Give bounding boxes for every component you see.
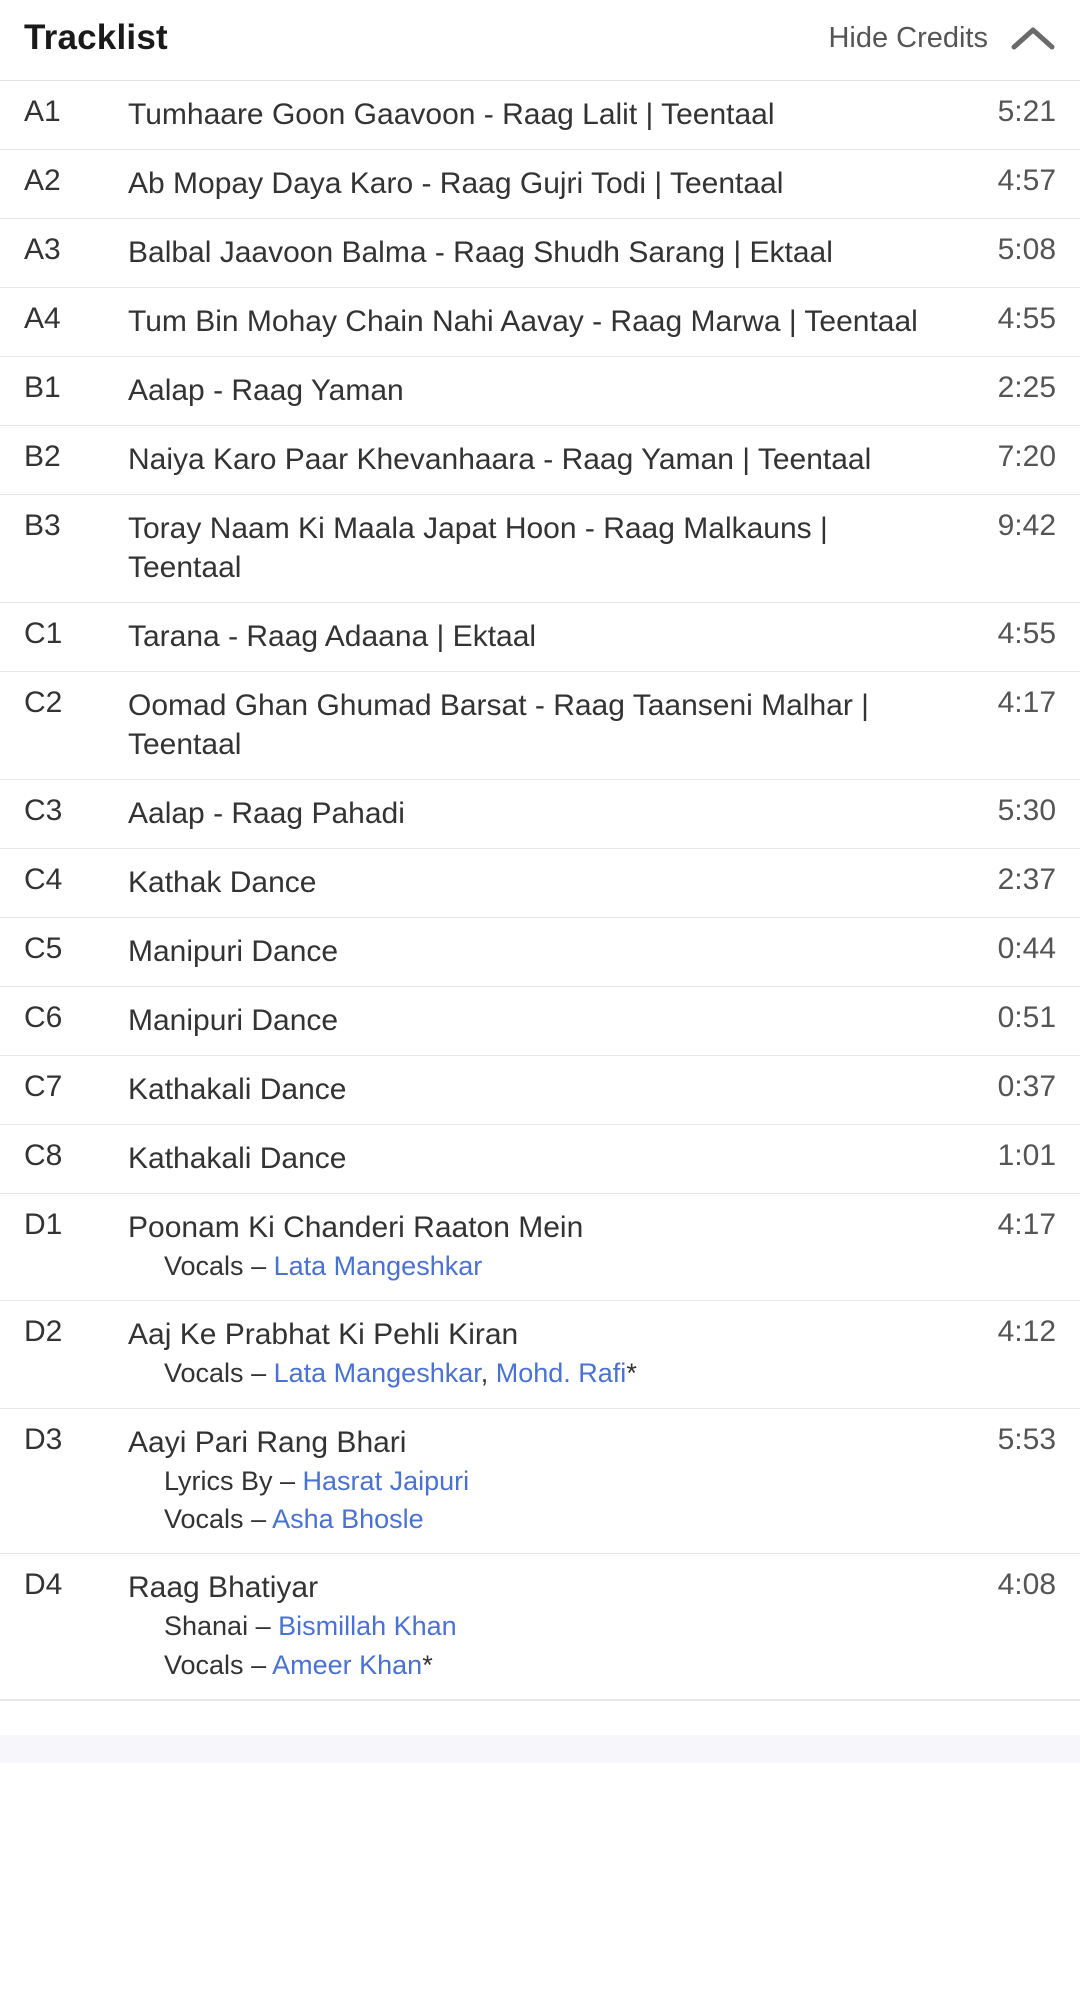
credit-role: Shanai — [164, 1611, 249, 1642]
track-position: D2 — [24, 1315, 63, 1349]
credit-line: Shanai – Bismillah Khan — [164, 1611, 457, 1642]
track-duration: 0:51 — [997, 1001, 1056, 1034]
table-row[interactable] — [0, 918, 1080, 987]
track-title-cell — [128, 81, 950, 150]
track-position: C1 — [24, 617, 63, 650]
track-duration: 4:17 — [997, 1208, 1056, 1241]
page-title: Tracklist — [24, 18, 168, 57]
table-row[interactable] — [0, 1301, 1080, 1408]
tracklist-table — [0, 81, 1080, 1700]
track-title-cell — [128, 1301, 950, 1408]
credit-artist-link[interactable]: Bismillah Khan — [278, 1611, 457, 1642]
table-row[interactable] — [0, 81, 1080, 150]
credit-artist-link[interactable]: Lata Mangeshkar — [273, 1251, 483, 1281]
track-position: D1 — [24, 1208, 63, 1241]
track-title-cell — [128, 426, 950, 495]
track-duration: 5:53 — [997, 1422, 1056, 1456]
chevron-up-icon[interactable] — [1010, 21, 1056, 55]
table-row[interactable] — [0, 849, 1080, 918]
track-position: C2 — [24, 686, 63, 719]
table-row[interactable] — [0, 1056, 1080, 1125]
track-position: C4 — [24, 863, 63, 896]
track-position: B1 — [24, 371, 61, 404]
header-actions — [828, 21, 1056, 55]
table-row[interactable] — [0, 780, 1080, 849]
credit-line: Vocals – Lata Mangeshkar — [164, 1251, 483, 1281]
credit-artist-link[interactable]: Lata Mangeshkar — [273, 1358, 481, 1389]
table-row[interactable] — [0, 672, 1080, 780]
track-duration: 9:42 — [997, 509, 1056, 542]
track-title[interactable]: Ab Mopay Daya Karo - Raag Gujri Todi | Teentaal — [128, 167, 784, 200]
track-duration: 2:25 — [997, 371, 1056, 404]
track-title-cell — [128, 495, 950, 603]
track-title-cell — [128, 1056, 950, 1125]
track-position: B3 — [24, 509, 61, 542]
tracklist-body — [0, 81, 1080, 1699]
track-title[interactable]: Aalap - Raag Pahadi — [128, 797, 405, 830]
credit-line: Vocals – Lata Mangeshkar, Mohd. Rafi* — [164, 1358, 637, 1389]
track-title[interactable]: Kathakali Dance — [128, 1073, 347, 1106]
track-position: D3 — [24, 1422, 63, 1456]
track-duration: 2:37 — [997, 863, 1056, 896]
track-title[interactable]: Poonam Ki Chanderi Raaton Mein — [128, 1211, 584, 1244]
track-duration: 7:20 — [997, 440, 1056, 473]
track-title[interactable]: Raag Bhatiyar — [128, 1571, 319, 1605]
track-credits — [128, 1354, 936, 1392]
credit-role: Vocals — [164, 1251, 244, 1281]
track-title[interactable]: Manipuri Dance — [128, 1004, 339, 1037]
track-title-cell — [128, 849, 950, 918]
table-row[interactable] — [0, 1194, 1080, 1301]
table-row[interactable] — [0, 1554, 1080, 1700]
track-duration: 4:17 — [997, 686, 1056, 719]
table-row[interactable] — [0, 1408, 1080, 1554]
track-position: C3 — [24, 794, 63, 827]
table-row[interactable] — [0, 603, 1080, 672]
track-duration: 4:55 — [997, 617, 1056, 650]
track-duration: 5:21 — [997, 95, 1056, 128]
credit-line: Lyrics By – Hasrat Jaipuri — [164, 1465, 470, 1496]
track-title-cell — [128, 1554, 950, 1700]
track-title-cell — [128, 219, 950, 288]
hide-credits-button[interactable]: Hide Credits — [828, 21, 988, 54]
table-row[interactable] — [0, 1125, 1080, 1194]
table-row[interactable] — [0, 219, 1080, 288]
credit-artist-link[interactable]: Hasrat Jaipuri — [302, 1465, 470, 1496]
credit-line: Vocals – Ameer Khan* — [164, 1649, 433, 1680]
credit-role: Vocals — [164, 1503, 244, 1534]
track-duration: 4:55 — [997, 302, 1056, 335]
tracklist-header — [0, 0, 1080, 81]
track-duration: 4:57 — [997, 164, 1056, 197]
track-duration: 4:08 — [997, 1568, 1056, 1602]
track-title[interactable]: Tum Bin Mohay Chain Nahi Aavay - Raag Marwa | Teentaal — [128, 305, 918, 338]
track-duration: 5:08 — [997, 233, 1056, 266]
tracklist-bottom-divider — [0, 1700, 1080, 1735]
track-position: C7 — [24, 1070, 63, 1103]
track-title-cell — [128, 780, 950, 849]
track-title-cell — [128, 1408, 950, 1554]
track-position: C6 — [24, 1001, 63, 1034]
table-row[interactable] — [0, 357, 1080, 426]
track-position: D4 — [24, 1568, 63, 1602]
track-title[interactable]: Tarana - Raag Adaana | Ektaal — [128, 620, 537, 653]
track-title[interactable]: Aayi Pari Rang Bhari — [128, 1425, 407, 1459]
credit-role: Vocals — [164, 1358, 244, 1389]
track-duration: 4:12 — [997, 1315, 1056, 1349]
track-credits — [128, 1247, 936, 1285]
track-title-cell — [128, 603, 950, 672]
track-title-cell — [128, 150, 950, 219]
page-footer-fill — [0, 1735, 1080, 1763]
track-title[interactable]: Manipuri Dance — [128, 935, 339, 968]
track-position: A2 — [24, 164, 61, 197]
track-title-cell — [128, 1194, 950, 1301]
credit-asterisk: * — [626, 1358, 637, 1389]
track-title[interactable]: Kathakali Dance — [128, 1142, 347, 1175]
track-position: A1 — [24, 95, 61, 128]
track-credits — [128, 1607, 936, 1684]
track-title[interactable]: Naiya Karo Paar Khevanhaara - Raag Yaman | Teentaal — [128, 443, 872, 476]
credit-artist-link[interactable]: Asha Bhosle — [272, 1503, 424, 1534]
credit-asterisk: * — [422, 1649, 433, 1680]
track-title-cell — [128, 672, 950, 780]
credit-artist-link[interactable]: Ameer Khan — [272, 1649, 423, 1680]
track-title[interactable]: Kathak Dance — [128, 866, 317, 899]
table-row[interactable] — [0, 288, 1080, 357]
table-row[interactable] — [0, 987, 1080, 1056]
track-position: A3 — [24, 233, 61, 266]
track-title[interactable]: Aaj Ke Prabhat Ki Pehli Kiran — [128, 1318, 519, 1352]
track-title-cell — [128, 918, 950, 987]
track-credits — [128, 1462, 936, 1539]
track-duration: 5:30 — [997, 794, 1056, 827]
track-title[interactable]: Oomad Ghan Ghumad Barsat - Raag Taanseni Malhar | Teentaal — [128, 689, 869, 761]
track-title-cell — [128, 1125, 950, 1194]
track-title[interactable]: Aalap - Raag Yaman — [128, 374, 404, 407]
track-title[interactable]: Tumhaare Goon Gaavoon - Raag Lalit | Teentaal — [128, 98, 775, 131]
track-title-cell — [128, 288, 950, 357]
table-row[interactable] — [0, 426, 1080, 495]
track-position: B2 — [24, 440, 61, 473]
track-duration: 0:44 — [997, 932, 1056, 965]
track-title[interactable]: Balbal Jaavoon Balma - Raag Shudh Sarang | Ektaal — [128, 236, 833, 269]
track-title-cell — [128, 987, 950, 1056]
credit-role: Lyrics By — [164, 1465, 273, 1496]
track-title-cell — [128, 357, 950, 426]
track-position: C8 — [24, 1139, 63, 1172]
credit-line: Vocals – Asha Bhosle — [164, 1503, 424, 1534]
track-position: A4 — [24, 302, 61, 335]
track-title[interactable]: Toray Naam Ki Maala Japat Hoon - Raag Malkauns | Teentaal — [128, 512, 828, 584]
table-row[interactable] — [0, 150, 1080, 219]
track-position: C5 — [24, 932, 63, 965]
table-row[interactable] — [0, 495, 1080, 603]
credit-artist-link[interactable]: Mohd. Rafi — [495, 1358, 627, 1389]
credit-role: Vocals — [164, 1649, 244, 1680]
track-duration: 0:37 — [997, 1070, 1056, 1103]
track-duration: 1:01 — [997, 1139, 1056, 1172]
